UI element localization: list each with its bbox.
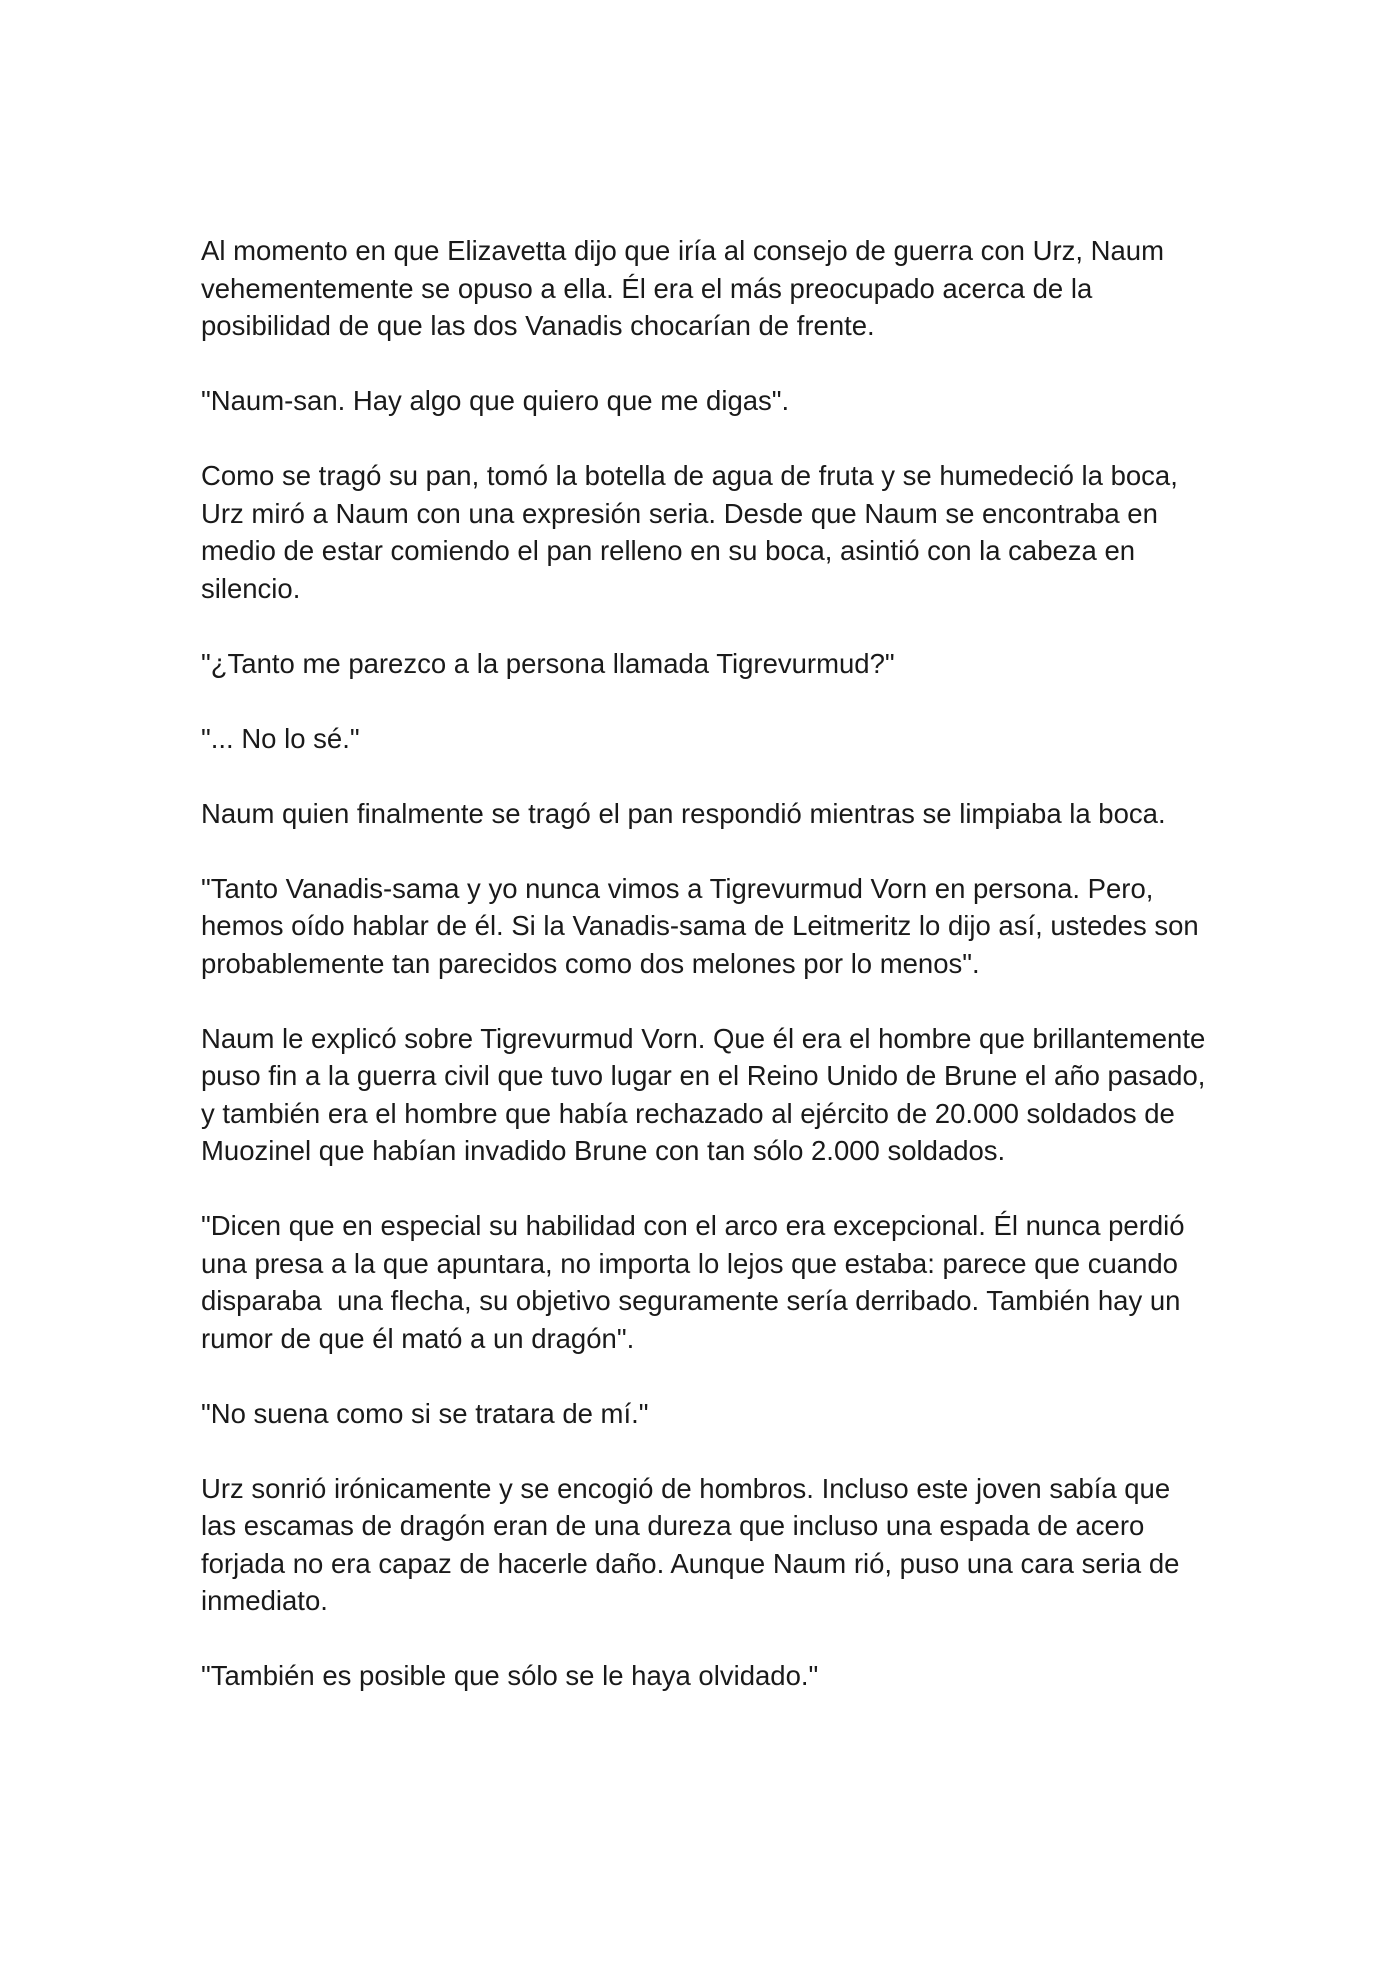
paragraph: "Dicen que en especial su habilidad con el arco era excepcional. Él nunca perdió una presa a la que apuntara, no importa lo lejos que estaba: parece que cuando disparaba una flecha, su objetivo seguramente sería derribado. También hay un rumor de que él mató a un dragón". — [201, 1210, 1193, 1354]
paragraph: Como se tragó su pan, tomó la botella de agua de fruta y se humedeció la boca, Urz miró a Naum con una expresión seria. Desde que Naum se encontraba en medio de estar comiendo el pan relleno en su boca, asintió con la cabeza en silencio. — [201, 460, 1186, 604]
paragraph: Naum quien finalmente se tragó el pan respondió mientras se limpiaba la boca. — [201, 797, 1166, 829]
paragraph: Al momento en que Elizavetta dijo que iría al consejo de guerra con Urz, Naum vehementemente se opuso a ella. Él era el más preocupado acerca de la posibilidad de que las dos Vanadis chocarían de frente. — [201, 235, 1172, 341]
paragraph: "¿Tanto me parezco a la persona llamada Tigrevurmud?" — [201, 647, 895, 679]
paragraph: Urz sonrió irónicamente y se encogió de hombros. Incluso este joven sabía que las escamas de dragón eran de una dureza que incluso una espada de acero forjada no era capaz de hacerle daño. Aunque Naum rió, puso una cara seria de inmediato. — [201, 1472, 1188, 1616]
paragraph: "Tanto Vanadis-sama y yo nunca vimos a Tigrevurmud Vorn en persona. Pero, hemos oído hablar de él. Si la Vanadis-sama de Leitmeritz lo dijo así, ustedes son probablemente tan parecidos como dos melones por lo menos". — [201, 872, 1207, 979]
paragraph: "También es posible que sólo se le haya olvidado." — [201, 1660, 819, 1691]
paragraph: "No suena como si se tratara de mí." — [201, 1397, 649, 1429]
paragraph: Naum le explicó sobre Tigrevurmud Vorn. Que él era el hombre que brillantemente puso fin a la guerra civil que tuvo lugar en el Reino Unido de Brune el año pasado, y también era el hombre que había rechazado al ejército de 20.000 soldados de Muozinel que habían invadido Brune con tan sólo 2.000 soldados. — [201, 1022, 1214, 1166]
paragraph: "Naum-san. Hay algo que quiero que me digas". — [201, 385, 790, 416]
paragraph: "... No lo sé." — [201, 722, 360, 754]
document-body — [201, 232, 1214, 1732]
